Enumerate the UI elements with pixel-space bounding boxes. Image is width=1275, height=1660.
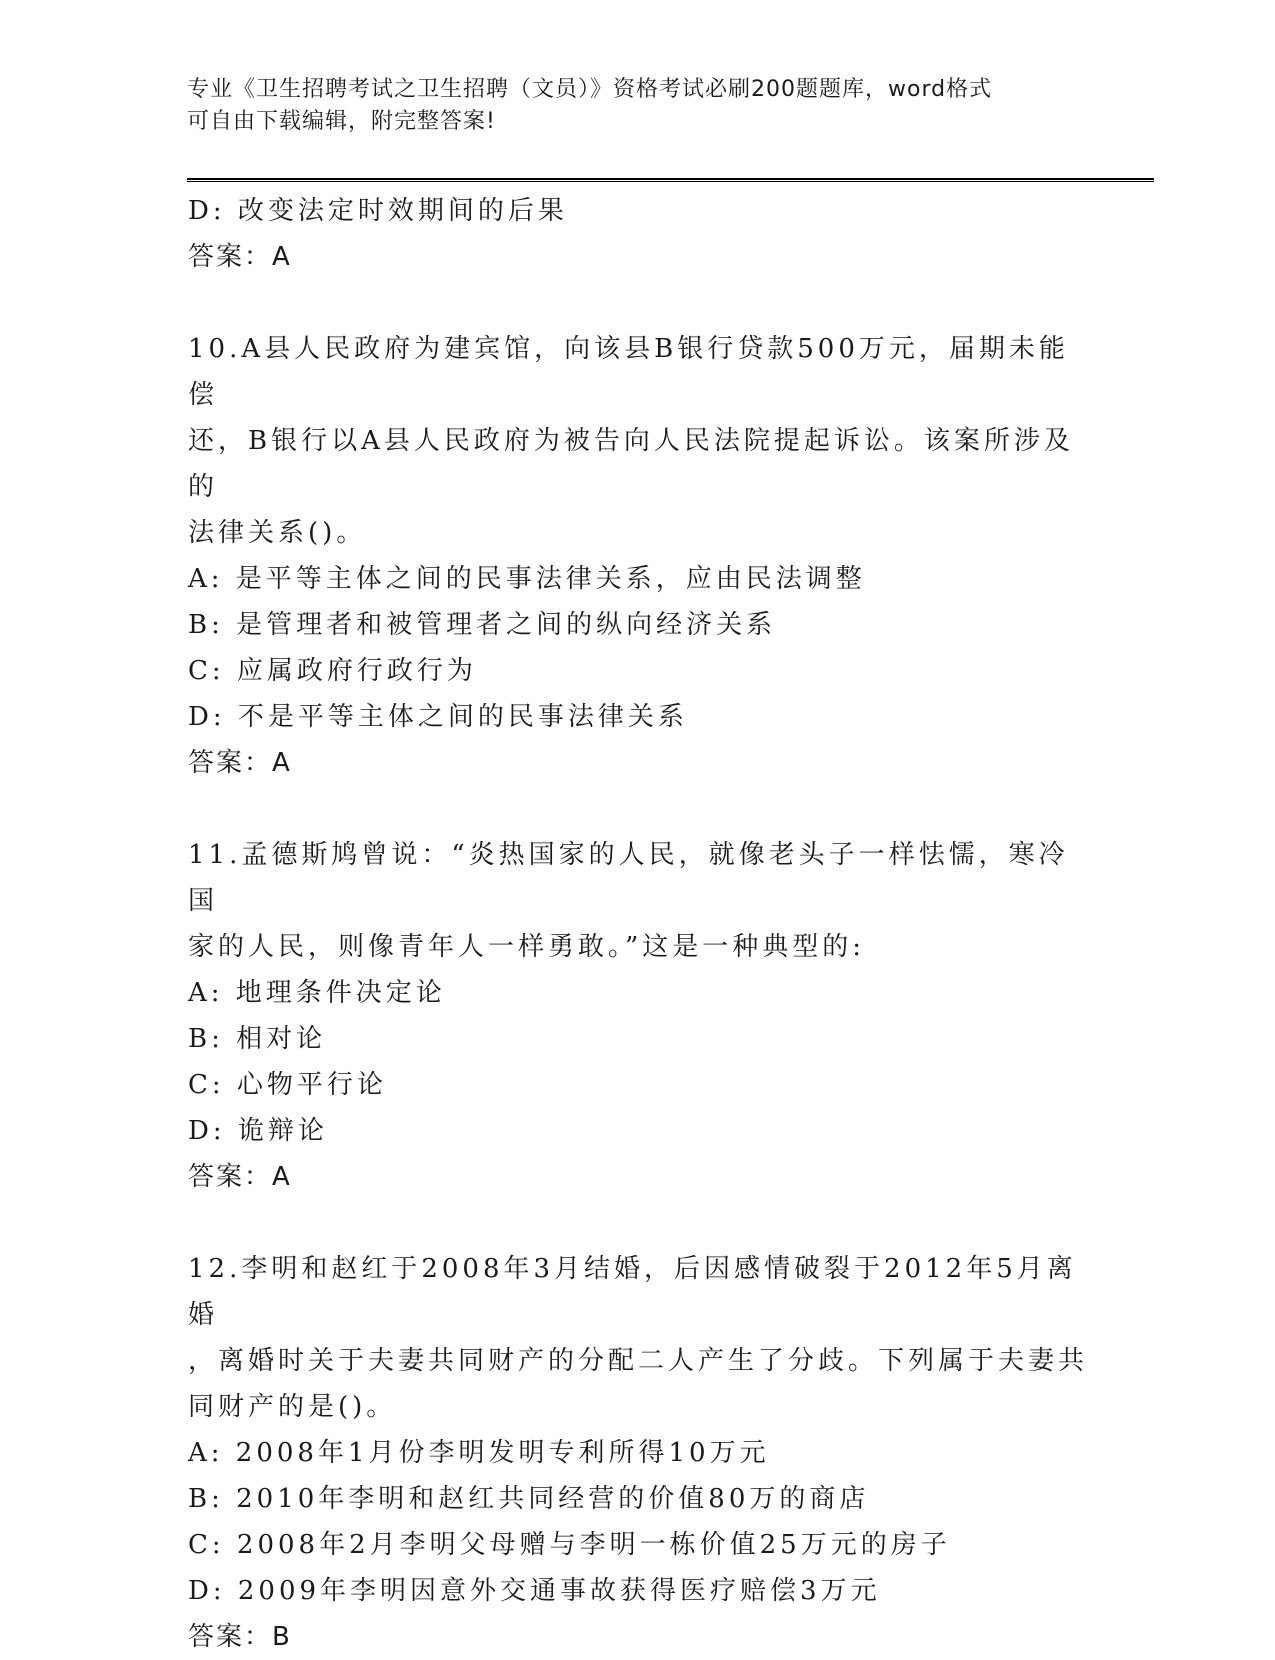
spacer (188, 786, 1088, 832)
prev-question-option-d: D: 改变法定时效期间的后果 (188, 196, 568, 226)
spacer (188, 280, 1088, 326)
header-title-line-1: 专业《卫生招聘考试之卫生招聘（文员）》资格考试必刷200题题库，word格式 (187, 77, 993, 102)
question-stem-line: 法律关系()。 (188, 518, 367, 548)
question-12 (188, 1246, 1088, 1660)
option-c: C: 2008年2月李明父母赠与李明一栋价值25万元的房子 (188, 1530, 951, 1560)
option-a: A: 2008年1月份李明发明专利所得10万元 (188, 1438, 770, 1468)
option-b: B: 是管理者和被管理者之间的纵向经济关系 (188, 610, 777, 640)
question-stem-line: 11.孟德斯鸠曾说：“炎热国家的人民，就像老头子一样怯懦，寒冷国 (188, 840, 1069, 916)
option-d: D: 不是平等主体之间的民事法律关系 (188, 702, 688, 732)
answer: 答案：A (188, 748, 292, 778)
question-stem-line: 还，B银行以A县人民政府为被告向人民法院提起诉讼。该案所涉及的 (188, 426, 1074, 502)
spacer (188, 1200, 1088, 1246)
question-10 (188, 326, 1088, 786)
header-title-line-2: 可自由下载编辑，附完整答案! (187, 109, 496, 134)
option-b: B: 相对论 (188, 1024, 327, 1054)
option-b: B: 2010年李明和赵红共同经营的价值80万的商店 (188, 1484, 870, 1514)
question-stem-line: 家的人民，则像青年人一样勇敢。”这是一种典型的: (188, 932, 866, 962)
question-stem-line: 12.李明和赵红于2008年3月结婚，后因感情破裂于2012年5月离婚 (188, 1254, 1077, 1330)
option-d: D: 2009年李明因意外交通事故获得医疗赔偿3万元 (188, 1576, 881, 1606)
question-stem-line: ，离婚时关于夫妻共同财产的分配二人产生了分歧。下列属于夫妻共 (188, 1346, 1089, 1376)
question-11 (188, 832, 1088, 1200)
header-divider (187, 178, 1154, 182)
option-a: A: 是平等主体之间的民事法律关系，应由民法调整 (188, 564, 866, 594)
prev-question-answer: 答案：A (188, 242, 292, 272)
question-stem-line: 同财产的是()。 (188, 1392, 397, 1422)
option-a: A: 地理条件决定论 (188, 978, 446, 1008)
document-header (187, 74, 1087, 138)
answer: 答案：A (188, 1162, 292, 1192)
document-body (188, 188, 1088, 1660)
option-c: C: 应属政府行政行为 (188, 656, 477, 686)
option-d: D: 诡辩论 (188, 1116, 328, 1146)
option-c: C: 心物平行论 (188, 1070, 387, 1100)
question-stem-line: 10.A县人民政府为建宾馆，向该县B银行贷款500万元，届期未能偿 (188, 334, 1069, 410)
answer: 答案：B (188, 1622, 292, 1652)
